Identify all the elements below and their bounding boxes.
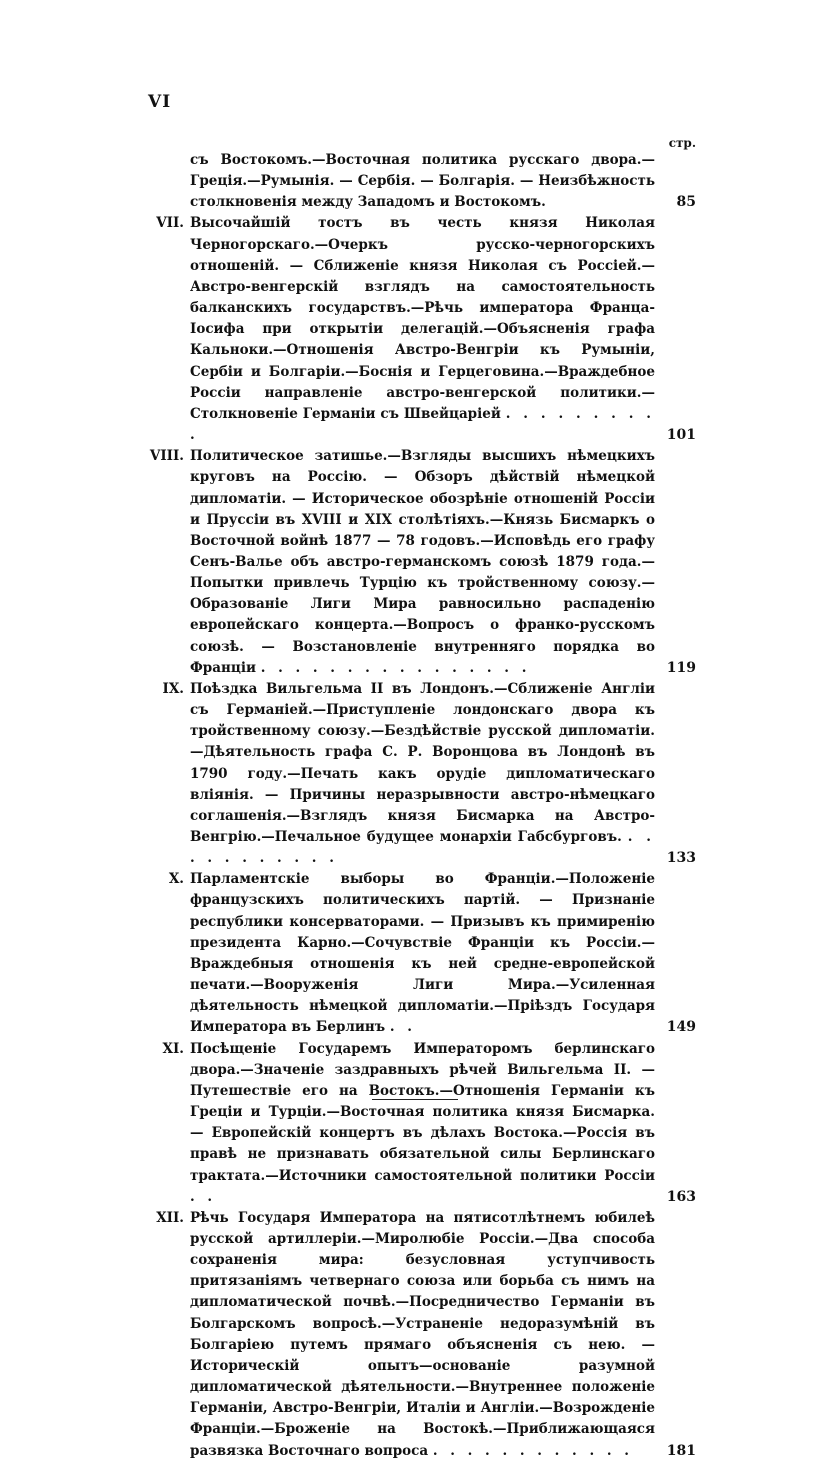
chapter-number: VIII. (149, 448, 184, 465)
closing-rule-divider (372, 1099, 458, 1100)
chapter-summary (190, 869, 655, 1038)
toc-entry-chapter-viii (140, 446, 696, 679)
page-reference: 149 (666, 1019, 696, 1036)
toc-entry-chapter-xi (140, 1039, 696, 1208)
page-column-header: стр. (668, 136, 696, 150)
leader-dots: . . (190, 1188, 217, 1205)
page-number: VI (148, 92, 172, 112)
chapter-summary (190, 213, 655, 446)
chapter-summary-text: Рѣчь Государя Императора на пятисотлѣтнемъ юбилеѣ русской артиллеріи.—Миролюбіе Россіи.—Два способа сохраненія мира: безусловная уступчивость притязаніямъ четвернаго союза или борьба съ нимъ на дипломатической почвѣ.—Посредничество Германіи въ Болгарскомъ вопросѣ.—Устраненіе недоразумѣній въ Болгаріею путемъ прямаго объясненія съ нею. — Историческій опытъ—основаніе разумной дипломатической дѣятельности.—Внутреннее положеніе Германіи, Австро-Венгріи, Италіи и Англіи.—Возрожденіе Франціи.—Броженіе на Востокѣ.—Приближающаяся развязка Восточнаго вопроса (190, 1209, 655, 1459)
chapter-summary-text: Посѣщеніе Государемъ Императоромъ берлинскаго двора.—Значеніе заздравныхъ рѣчей Вильгельма II. — Путешествіе его на Востокъ.—Отношенія Германіи къ Греціи и Турціи.—Восточная политика князя Бисмарка. — Европейскій концертъ въ дѣлахъ Востока.—Россія въ правѣ не признавать обязательной силы Берлинскаго трактата.—Источники самостоятельной политики Россіи (190, 1040, 655, 1184)
leader-dots: . . (389, 1019, 416, 1036)
chapter-summary (190, 1039, 655, 1208)
chapter-summary-text: съ Востокомъ.—Восточная политика русскаго двора.—Греція.—Румынія. — Сербія. — Болгарія. — Неизбѣжность столкновенія между Западомъ и Востокомъ. (190, 152, 655, 211)
chapter-number: X. (168, 871, 184, 888)
chapter-summary (190, 679, 655, 869)
chapter-summary (190, 446, 655, 679)
chapter-summary-text: Политическое затишье.—Взгляды высшихъ нѣмецкихъ круговъ на Россію. — Обзоръ дѣйствій нѣмецкой дипломатіи. — Историческое обозрѣніе отношеній Россіи и Пруссіи въ XVIII и XIX столѣтіяхъ.—Князь Бисмаркъ о Восточной войнѣ 1877 — 78 годовъ.—Исповѣдь его графу Сенъ-Валье объ австро-германскомъ союзѣ 1879 года.—Попытки привлечь Турцію къ тройственному союзу.—Образованіе Лиги Мира равносильно распаденію европейскаго концерта.—Вопросъ о франко-русскомъ союзѣ. — Возстановленіе внутренняго порядка во Франціи (190, 448, 655, 676)
page-reference: 85 (676, 194, 696, 211)
page-reference: 181 (666, 1442, 696, 1459)
toc-entry-continuation (140, 150, 696, 213)
chapter-summary-text: Высочайшій тостъ въ честь князя Николая Черногорскаго.—Очеркъ русско-черногорскихъ отношеній. — Сближеніе князя Николая съ Россіей.—Австро-венгерскій взглядъ на самостоятельность балканскихъ государствъ.—Рѣчь императора Франца-Іосифа при открытіи делегацій.—Объясненія графа Кальноки.—Отношенія Австро-Венгріи къ Румыніи, Сербіи и Болгаріи.—Боснія и Герцеговина.—Враждебное Россіи направленіе австро-венгерской политики.—Столкновеніе Германіи съ Швейцаріей (190, 215, 655, 422)
chapter-summary-text: Поѣздка Вильгельма II въ Лондонъ.—Сближеніе Англіи съ Германіей.—Приступленіе лондонскаго двора къ тройственному союзу.—Бездѣйствіе русской дипломатіи.—Дѣятельность графа С. Р. Воронцова въ Лондонѣ въ 1790 году.—Печать какъ орудіе дипломатическаго вліянія. — Причины неразрывности австро-нѣмецкаго соглашенія.—Взглядъ князя Бисмарка на Австро-Венгрію.—Печальное будущее монархіи Габсбурговъ. (190, 680, 655, 845)
toc-entry-chapter-x (140, 869, 696, 1038)
toc-entry-chapter-xii (140, 1208, 696, 1462)
chapter-number: VII. (156, 215, 184, 232)
table-of-contents (140, 150, 696, 1462)
chapter-summary (190, 1208, 655, 1462)
chapter-number: IX. (162, 680, 184, 697)
leader-dots: . . . . . . . . . . . . (432, 1442, 633, 1459)
chapter-number: XII. (156, 1209, 184, 1226)
toc-entry-chapter-ix (140, 679, 696, 869)
chapter-number: XI. (162, 1040, 184, 1057)
leader-dots: . . . . . . . . . . (190, 405, 655, 444)
toc-entry-chapter-vii (140, 213, 696, 446)
leader-dots: . . . . . . . . . . . . . . . . (260, 659, 531, 676)
page-reference: 133 (666, 850, 696, 867)
page-reference: 101 (666, 427, 696, 444)
page-reference: 119 (666, 659, 696, 676)
chapter-summary-text: Парламентскіе выборы во Франціи.—Положеніе французскихъ политическихъ партій. — Признаніе республики консерваторами. — Призывъ къ примиренію президента Карно.—Сочувствіе Франціи къ Россіи.—Враждебныя отношенія къ ней средне-европейской печати.—Вооруженія Лиги Мира.—Усиленная дѣятельность нѣмецкой дипломатіи.—Пріѣздъ Государя Императора въ Берлинъ (190, 871, 655, 1036)
page-reference: 163 (666, 1188, 696, 1205)
chapter-summary (190, 150, 655, 213)
leader-dots: . . . . . . . . . . . (190, 829, 655, 867)
